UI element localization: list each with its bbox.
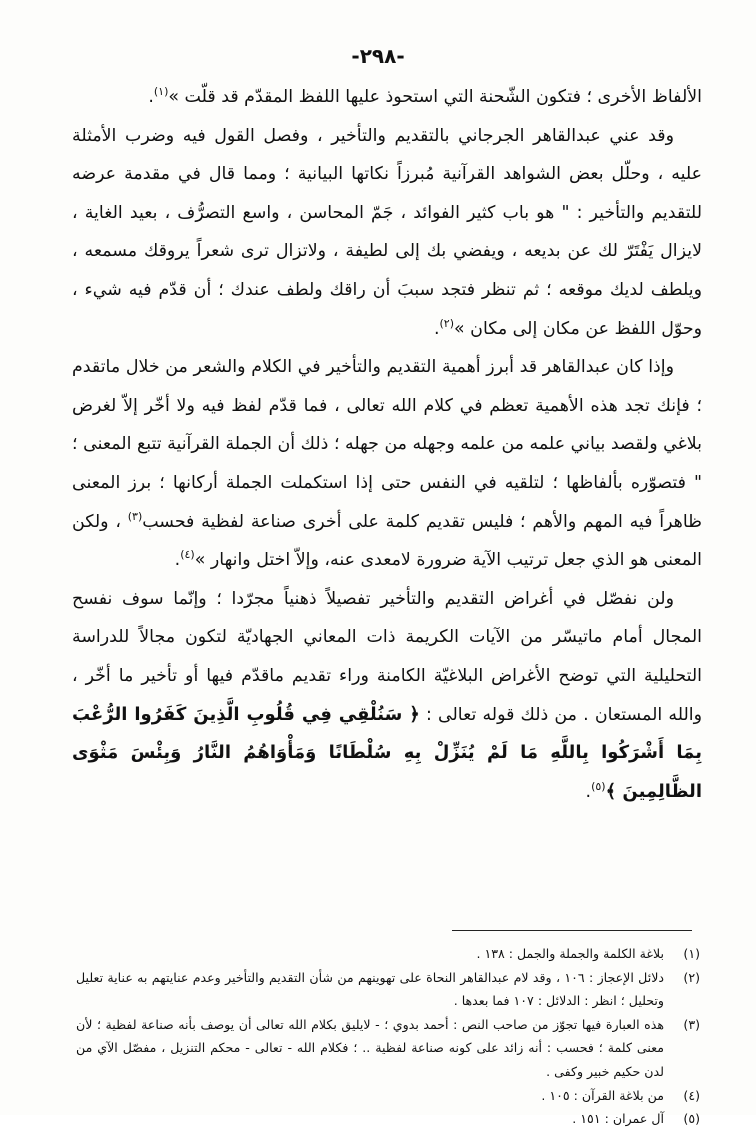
footnote-number: (٥) [683, 1111, 700, 1127]
footnote [76, 1084, 700, 1108]
footnote-separator [452, 930, 692, 931]
paragraph-1-text: الألفاظ الأخرى ؛ فتكون الشّحنة التي استحوذ عليها اللفظ المقدّم قد قلّت » [168, 87, 702, 107]
footnote-ref-1: (١) [153, 85, 169, 99]
footnote-ref-2: (٢) [439, 316, 454, 330]
paragraph-1-end: . [148, 87, 154, 107]
footnote [76, 942, 700, 966]
paragraph-3-text-a: وإذا كان عبدالقاهر قد أبرز أهمية التقديم والتأخير في الكلام والشعر من خلال ماتقدم ؛ فإنك تجد هذه الأهمية تعظم في كلام الله تعالى ، فما قدّم لفظ فيه ولا أخّر إلاّ لغرض بلاغي ولقصد بياني علمه من علمه وجهله من جهله ؛ ذلك أن الجملة القرآنية تتبع المعنى ؛ " فتصوّره بألفاظها ؛ لتلقيه في النفس حتى إذا استكملت الجملة أركانها ؛ برز المعنى ظاهراً فيه المهم والأهم ؛ فليس تقديم كلمة على أخرى صناعة لفظية فحسب [72, 357, 702, 532]
footnote-ref-4: (٤) [180, 548, 195, 562]
paragraph-4 [72, 580, 702, 812]
page-number: -٢٩٨- [351, 44, 405, 68]
footnote-number: (٤) [683, 1087, 700, 1103]
footnotes [76, 942, 700, 1131]
footnote-text: بلاغة الكلمة والجملة والجمل : ١٣٨ . [476, 946, 664, 961]
paragraph-2-text: وقد عني عبدالقاهر الجرجاني بالتقديم والتأخير ، وفصل القول فيه وضرب الأمثلة عليه ، وحلّل بعض الشواهد القرآنية مُبرزاً نكاتها البيانية ؛ ومما قال في مقدمة عرضه للتقديم والتأخير : " هو باب كثير الفوائد ، جَمّ المحاسن ، واسع التصرُّف ، بعيد الغاية ، لايزال يَفْتَرّ لك عن بديعه ، ويفضي بك إلى لطيفة ، ولاتزال ترى شعراً يروقك مسمعه ، ويلطف لديك موقعه ؛ ثم تنظر فتجد سببَ أن راقك ولطف عندك ؛ أن قدّم فيه شيء ، وحوّل اللفظ عن مكان إلى مكان » [72, 125, 702, 339]
paragraph-3-text-b: ، ولكن المعنى هو الذي جعل ترتيب الآية ضرورة لامعدى عنه، وإلاّ اختل وانهار » [72, 511, 702, 571]
footnote-text: دلائل الإعجاز : ١٠٦ ، وقد لام عبدالقاهر النحاة على تهوينهم من شأن التقديم والتأخير وعدم عنايتهم به عناية تعليل وتحليل ؛ انظر : الدلائل : ١٠٧ فما بعدها . [76, 969, 664, 1009]
paragraph-3 [72, 348, 702, 580]
footnote-number: (٣) [683, 1016, 700, 1032]
footnote-text: آل عمران : ١٥١ . [572, 1111, 664, 1127]
footnote-ref-5: (٥) [591, 779, 606, 793]
footnote-number: (١) [683, 946, 700, 961]
footnote-ref-3: (٣) [127, 509, 143, 523]
paragraph-2-end: . [433, 318, 440, 339]
footnote [76, 1013, 700, 1084]
footnote [76, 966, 700, 1013]
paragraph-1 [72, 78, 702, 117]
paragraph-4-text: ولن نفصّل في أغراض التقديم والتأخير تفصيلاً ذهنياً مجرّدا ؛ وإنّما سوف نفسح المجال أمام ماتيسّر من الآيات الكريمة ذات المعاني الجهاديّة لتكون مجالاً للدراسة التحليلية التي توضح الأغراض البلاغيّة الكامنة وراء تقديم ماقدّم فيها أو تأخير ما أخّر ، والله المستعان . من ذلك قوله تعالى : [72, 588, 703, 725]
paragraph-4-end: . [585, 781, 592, 802]
footnote-number: (٢) [683, 969, 700, 985]
footnote [76, 1107, 700, 1131]
paragraph-2 [72, 117, 702, 349]
footnote-text: هذه العبارة فيها تجوّز من صاحب النص : أحمد بدوي ؛ - لايليق بكلام الله تعالى أن يوصف بأنه صناعة لفظية ؛ لأن معنى كلمة ؛ فحسب : أنه زائد على كونه صناعة لفظية .. ؛ فكلام الله - تعالى - محكم التنزيل ، مفصّل الآي من لدن حكيم خبير وكفى . [76, 1016, 664, 1079]
quran-verse: ﴿ سَنُلْقِي فِي قُلُوبِ الَّذِينَ كَفَرُوا الرُّعْبَ بِمَا أَشْرَكُوا بِاللَّهِ مَا لَمْ يُنَزِّلْ بِهِ سُلْطَانًا وَمَأْوَاهُمُ النَّارُ وَبِئْسَ مَثْوَى الظَّالِمِينَ ﴾ [72, 703, 702, 802]
main-text [72, 78, 702, 811]
paragraph-3-end: . [174, 550, 181, 571]
footnote-text: من بلاغة القرآن : ١٠٥ . [541, 1087, 664, 1103]
